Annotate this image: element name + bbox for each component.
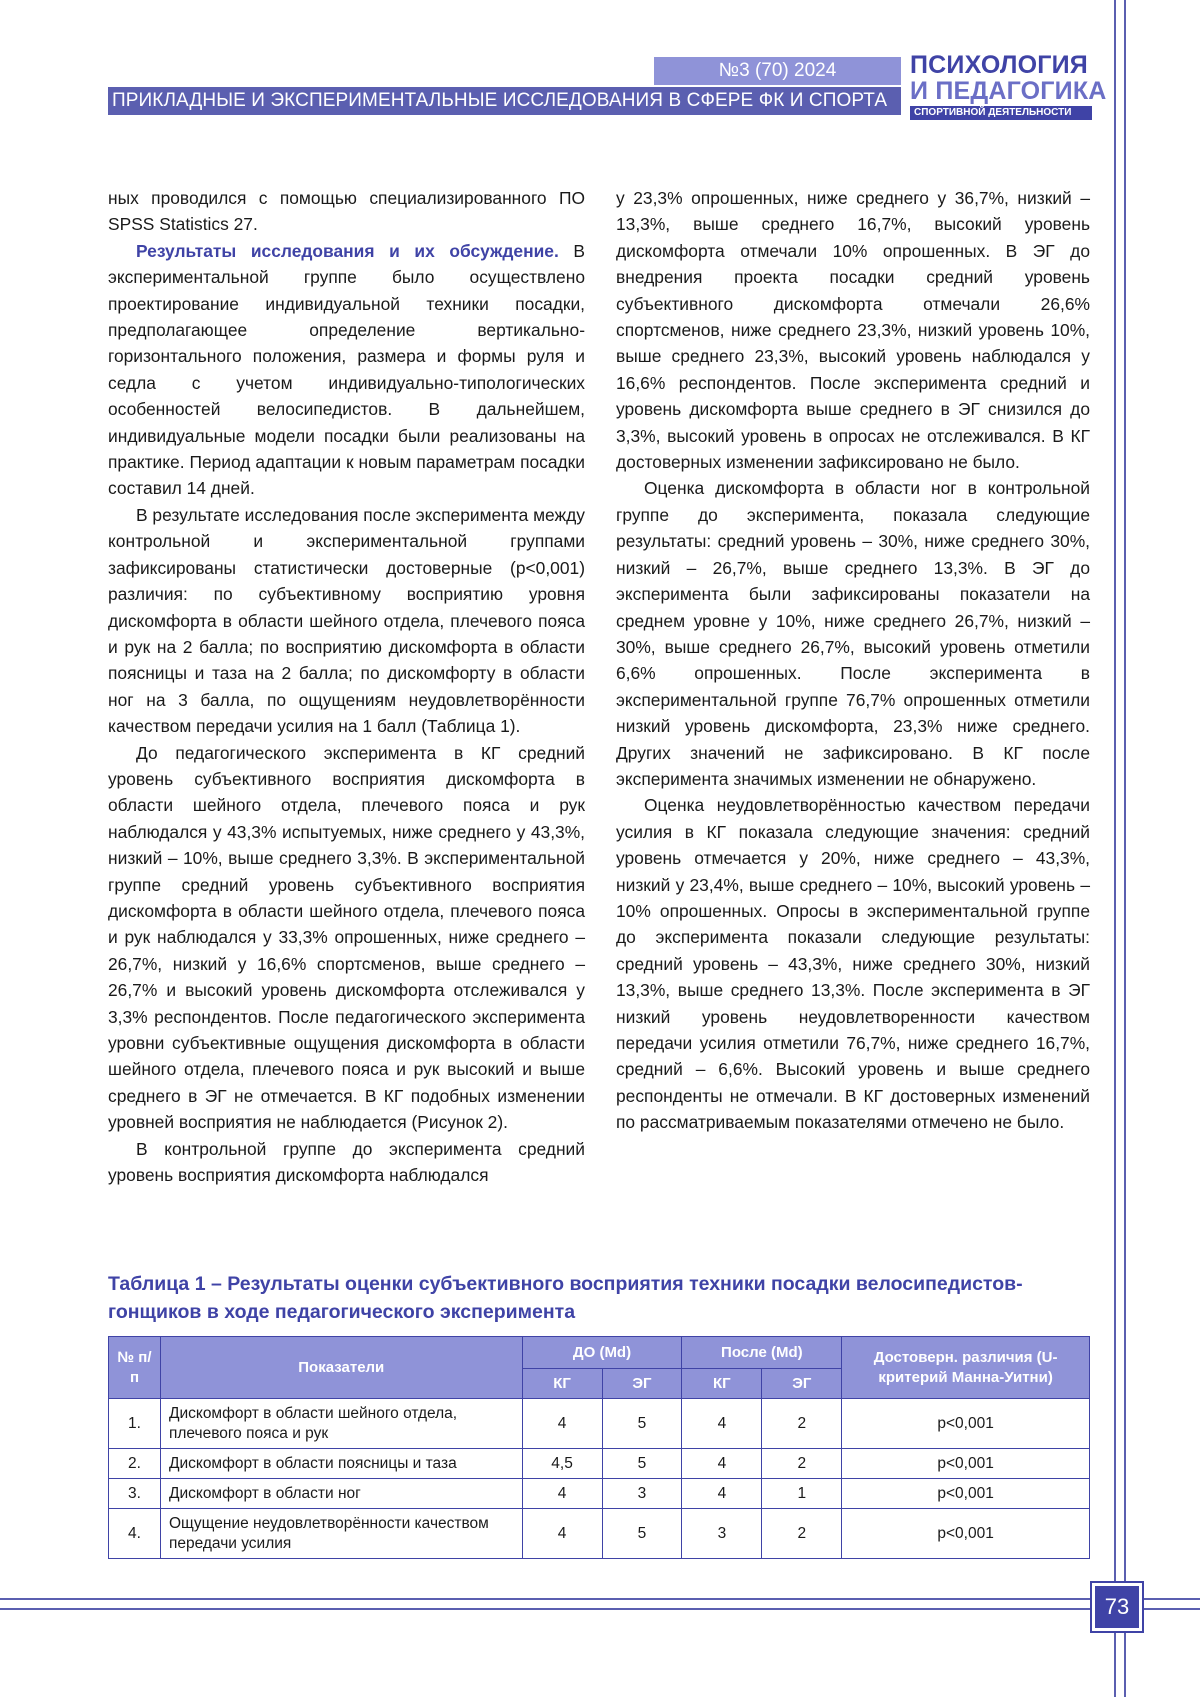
row-num: 2. bbox=[109, 1449, 161, 1479]
row-significance: p<0,001 bbox=[842, 1399, 1090, 1449]
header-after: После (Md) bbox=[682, 1337, 842, 1369]
row-significance: p<0,001 bbox=[842, 1509, 1090, 1559]
header-indicators: Показатели bbox=[160, 1337, 522, 1399]
right-column bbox=[616, 185, 1090, 1136]
row-indicator: Дискомфорт в области поясницы и таза bbox=[160, 1449, 522, 1479]
header-num: № п/п bbox=[109, 1337, 161, 1399]
issue-number: №3 (70) 2024 bbox=[654, 57, 901, 85]
row-significance: p<0,001 bbox=[842, 1479, 1090, 1509]
row-before-eg: 5 bbox=[602, 1399, 682, 1449]
row-after-eg: 1 bbox=[762, 1479, 842, 1509]
row-after-kg: 3 bbox=[682, 1509, 762, 1559]
left-column bbox=[108, 185, 585, 1188]
journal-logo bbox=[910, 52, 1092, 118]
footer-line bbox=[0, 1608, 1200, 1610]
row-after-eg: 2 bbox=[762, 1449, 842, 1479]
footer-line bbox=[0, 1598, 1200, 1600]
paragraph: В контрольной группе до эксперимента средний уровень восприятия дискомфорта наблюдался bbox=[108, 1136, 585, 1189]
row-num: 3. bbox=[109, 1479, 161, 1509]
table-row bbox=[109, 1399, 1090, 1449]
paragraph: До педагогического эксперимента в КГ средний уровень субъективного восприятия дискомфорта в области шейного отдела, плечевого пояса и рук наблюдался у 43,3% испытуемых, ниже среднего у 43,3%, низкий – 10%, выше среднего 3,3%. В экспериментальной группе средний уровень субъективного восприятия дискомфорта в области шейного отдела, плечевого пояса и рук наблюдался у 33,3% опрошенных, ниже среднего – 26,7%, низкий у 16,6% спортсменов, выше среднего – 26,7% и высокий уровень дискомфорта отслеживался у 3,3% респондентов. После педагогического эксперимента уровни субъективные ощущения дискомфорта в области шейного отдела, плечевого пояса и рук высокий и выше среднего в ЭГ не отмечается. В КГ подобных изменении уровней восприятия не наблюдается (Рисунок 2). bbox=[108, 740, 585, 1136]
header-before: ДО (Md) bbox=[522, 1337, 682, 1369]
results-table bbox=[108, 1336, 1090, 1559]
paragraph-results bbox=[108, 238, 585, 502]
table-row bbox=[109, 1479, 1090, 1509]
paragraph: В результате исследования после эксперимента между контрольной и экспериментальной группами зафиксированы статистически достоверные (p<0,001) различия: по субъективному восприятию уровня дискомфорта в области шейного отдела, плечевого пояса и рук на 2 балла; по восприятию дискомфорта в области поясницы и таза на 2 балла; по дискомфорту в области ног на 3 балла, по ощущениям неудовлетворённости качеством передачи усилия на 1 балл (Таблица 1). bbox=[108, 502, 585, 740]
paragraph: ных проводился с помощью специализированного ПО SPSS Statistics 27. bbox=[108, 185, 585, 238]
row-after-eg: 2 bbox=[762, 1399, 842, 1449]
row-after-eg: 2 bbox=[762, 1509, 842, 1559]
section-title: Результаты исследования и их обсуждение. bbox=[136, 241, 559, 261]
header-significance: Достоверн. различия (U-критерий Манна-Уитни) bbox=[842, 1337, 1090, 1399]
row-num: 1. bbox=[109, 1399, 161, 1449]
row-indicator: Дискомфорт в области ног bbox=[160, 1479, 522, 1509]
row-before-kg: 4,5 bbox=[522, 1449, 602, 1479]
row-before-kg: 4 bbox=[522, 1479, 602, 1509]
table-caption: Таблица 1 – Результаты оценки субъективного восприятия техники посадки велосипедистов-гонщиков в ходе педагогического эксперимента bbox=[108, 1270, 1088, 1326]
table-row bbox=[109, 1449, 1090, 1479]
row-before-kg: 4 bbox=[522, 1509, 602, 1559]
paragraph-text: В экспериментальной группе было осуществлено проектирование индивидуальной техники посадки, предполагающее определение вертикально-горизонтального положения, размера и формы руля и седла с учетом индивидуально-типологических особенностей велосипедистов. В дальнейшем, индивидуальные модели посадки были реализованы на практике. Период адаптации к новым параметрам посадки составил 14 дней. bbox=[108, 241, 585, 499]
row-indicator: Ощущение неудовлетворённости качеством передачи усилия bbox=[160, 1509, 522, 1559]
journal-logo-line2: И ПЕДАГОГИКА bbox=[910, 78, 1092, 104]
paragraph: Оценка дискомфорта в области ног в контрольной группе до эксперимента, показала следующие результаты: средний уровень – 30%, ниже среднего 30%, низкий – 26,7%, выше среднего 13,3%. В ЭГ до эксперимента были зафиксированы показатели на среднем уровне у 10%, ниже среднего 26,7%, низкий – 30%, выше среднего 26,7%, высокий уровень отметили 6,6% опрошенных. После эксперимента в экспериментальной группе 76,7% опрошенных отметили низкий уровень дискомфорта, 23,3% ниже среднего. Других значений не зафиксировано. В КГ после эксперимента значимых изменении не обнаружено. bbox=[616, 475, 1090, 792]
row-num: 4. bbox=[109, 1509, 161, 1559]
row-indicator: Дискомфорт в области шейного отдела, плечевого пояса и рук bbox=[160, 1399, 522, 1449]
decorative-vertical-line bbox=[1124, 0, 1126, 1697]
paragraph: у 23,3% опрошенных, ниже среднего у 36,7%, низкий – 13,3%, выше среднего 16,7%, высокий уровень дискомфорта отмечали 10% опрошенных. В ЭГ до внедрения проекта посадки средний уровень субъективного дискомфорта отмечали 26,6% спортсменов, ниже среднего 23,3%, низкий уровень 10%, выше среднего 23,3%, высокий уровень наблюдался у 16,6% респондентов. После эксперимента средний и уровень дискомфорта выше среднего в ЭГ снизился до 3,3%, высокий уровень в опросах не отслеживался. В КГ достоверных изменении зафиксировано не было. bbox=[616, 185, 1090, 475]
journal-logo-line3: СПОРТИВНОЙ ДЕЯТЕЛЬНОСТИ bbox=[910, 106, 1092, 120]
header-before-eg: ЭГ bbox=[602, 1369, 682, 1399]
row-before-kg: 4 bbox=[522, 1399, 602, 1449]
row-before-eg: 5 bbox=[602, 1449, 682, 1479]
decorative-vertical-line bbox=[1114, 0, 1116, 1697]
rubric-title: ПРИКЛАДНЫЕ И ЭКСПЕРИМЕНТАЛЬНЫЕ ИССЛЕДОВАНИЯ В СФЕРЕ ФК И СПОРТА bbox=[108, 87, 901, 115]
header-before-kg: КГ bbox=[522, 1369, 602, 1399]
row-after-kg: 4 bbox=[682, 1399, 762, 1449]
header-after-eg: ЭГ bbox=[762, 1369, 842, 1399]
journal-logo-line1: ПСИХОЛОГИЯ bbox=[910, 52, 1092, 78]
paragraph: Оценка неудовлетворённостью качеством передачи усилия в КГ показала следующие значения: средний уровень отмечается у 20%, ниже среднего – 43,3%, низкий у 23,4%, выше среднего – 10%, высокий уровень – 10% опрошенных. Опросы в экспериментальной группе до эксперимента показали следующие результаты: средний уровень – 43,3%, ниже среднего 30%, низкий 13,3%, выше среднего 13,3%. После эксперимента в ЭГ низкий уровень неудовлетворенности качеством передачи усилия отметили 76,7%, ниже среднего 16,7%, средний – 6,6%. Высокий уровень и выше среднего респонденты не отмечали. В КГ достоверных изменений по рассматриваемым показателями отмечено не было. bbox=[616, 792, 1090, 1135]
row-before-eg: 5 bbox=[602, 1509, 682, 1559]
row-before-eg: 3 bbox=[602, 1479, 682, 1509]
row-significance: p<0,001 bbox=[842, 1449, 1090, 1479]
row-after-kg: 4 bbox=[682, 1479, 762, 1509]
table-row bbox=[109, 1509, 1090, 1559]
header-after-kg: КГ bbox=[682, 1369, 762, 1399]
row-after-kg: 4 bbox=[682, 1449, 762, 1479]
page-number: 73 bbox=[1092, 1583, 1142, 1631]
